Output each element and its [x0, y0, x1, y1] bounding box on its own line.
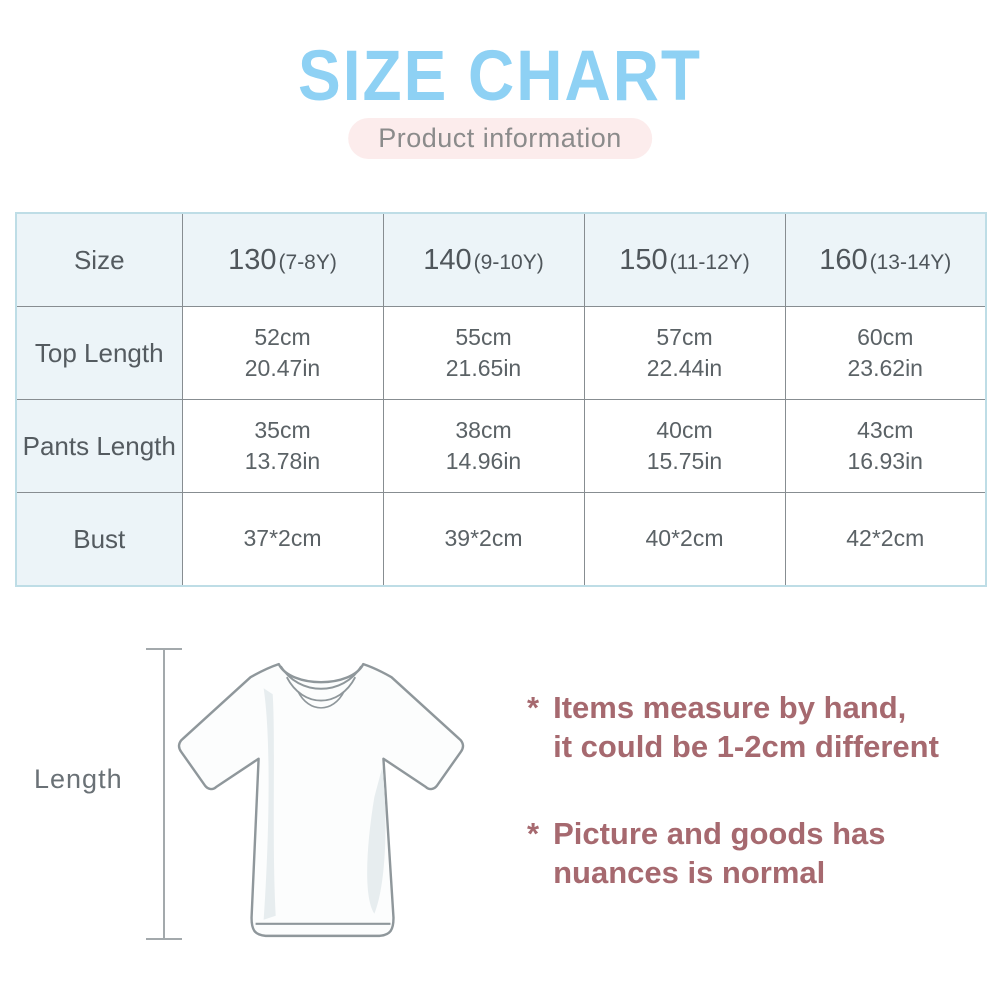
- cell-inch: 15.75in: [646, 448, 723, 474]
- size-number: 140: [423, 243, 472, 276]
- table-cell: [182, 493, 383, 587]
- table-cell: [785, 493, 986, 587]
- column-header-130: [182, 213, 383, 307]
- cell-cm: 43cm: [857, 416, 914, 443]
- cell-cm: 55cm: [455, 323, 512, 350]
- cell-cm: 37*2cm: [243, 525, 322, 552]
- cell-inch: 16.93in: [847, 448, 923, 474]
- table-cell: [383, 400, 584, 493]
- row-label: Pants Length: [16, 400, 182, 493]
- note-line: nuances is normal: [553, 855, 826, 891]
- column-header-150: [584, 213, 785, 307]
- age-range: (7-8Y): [278, 250, 337, 274]
- tshirt-outline: [179, 664, 463, 936]
- table-header-row: [16, 213, 986, 307]
- table-cell: [383, 493, 584, 587]
- row-label: Bust: [16, 493, 182, 587]
- cell-inch: 22.44in: [646, 355, 723, 381]
- note-text: [553, 688, 939, 766]
- table-row-bust: [16, 493, 986, 587]
- table-cell: [584, 307, 785, 400]
- cell-inch: 14.96in: [445, 448, 522, 474]
- length-measure-label: Length: [34, 764, 123, 794]
- table-cell: [584, 493, 785, 587]
- table-cell: [584, 400, 785, 493]
- note-line: Picture and goods has: [553, 816, 886, 852]
- cell-inch: 21.65in: [445, 355, 522, 381]
- table-cell: [182, 400, 383, 493]
- notes-section: [527, 688, 977, 892]
- product-info-badge: [348, 118, 652, 159]
- age-range: (11-12Y): [669, 250, 750, 274]
- row-label: Top Length: [16, 307, 182, 400]
- note-line: Items measure by hand,: [553, 690, 907, 725]
- cell-cm: 60cm: [857, 323, 914, 350]
- cell-cm: 40cm: [656, 416, 713, 443]
- cell-cm: 42*2cm: [846, 525, 925, 552]
- age-range: (13-14Y): [869, 250, 952, 274]
- tshirt-illustration: [168, 644, 470, 960]
- size-number: 130: [228, 243, 277, 276]
- size-table: [15, 212, 987, 587]
- cell-inch: 20.47in: [244, 355, 321, 381]
- table-cell: [785, 307, 986, 400]
- cell-cm: 35cm: [254, 416, 311, 443]
- cell-cm: 52cm: [254, 323, 311, 350]
- cell-inch: 13.78in: [244, 448, 321, 474]
- note-item-nuances: [527, 814, 977, 892]
- size-number: 150: [619, 243, 668, 276]
- cell-cm: 57cm: [656, 323, 713, 350]
- table-cell: [182, 307, 383, 400]
- table-row-top-length: [16, 307, 986, 400]
- product-info-badge-label: Product information: [378, 123, 622, 153]
- note-item-measure: [527, 688, 977, 766]
- asterisk-bullet: *: [527, 816, 540, 852]
- page-title: SIZE CHART: [298, 35, 702, 116]
- cell-inch: 23.62in: [847, 355, 923, 381]
- table-cell: [785, 400, 986, 493]
- age-range: (9-10Y): [473, 250, 544, 274]
- size-number: 160: [819, 243, 868, 276]
- note-line: it could be 1-2cm different: [553, 729, 939, 765]
- corner-size-label: Size: [16, 213, 182, 307]
- measure-vertical-bar: [163, 650, 165, 938]
- column-header-160: [785, 213, 986, 307]
- cell-cm: 40*2cm: [645, 525, 724, 552]
- table-row-pants-length: [16, 400, 986, 493]
- asterisk-bullet: *: [527, 690, 540, 725]
- note-text: [553, 814, 885, 892]
- column-header-140: [383, 213, 584, 307]
- cell-cm: 39*2cm: [444, 525, 523, 552]
- table-cell: [383, 307, 584, 400]
- cell-cm: 38cm: [455, 416, 512, 443]
